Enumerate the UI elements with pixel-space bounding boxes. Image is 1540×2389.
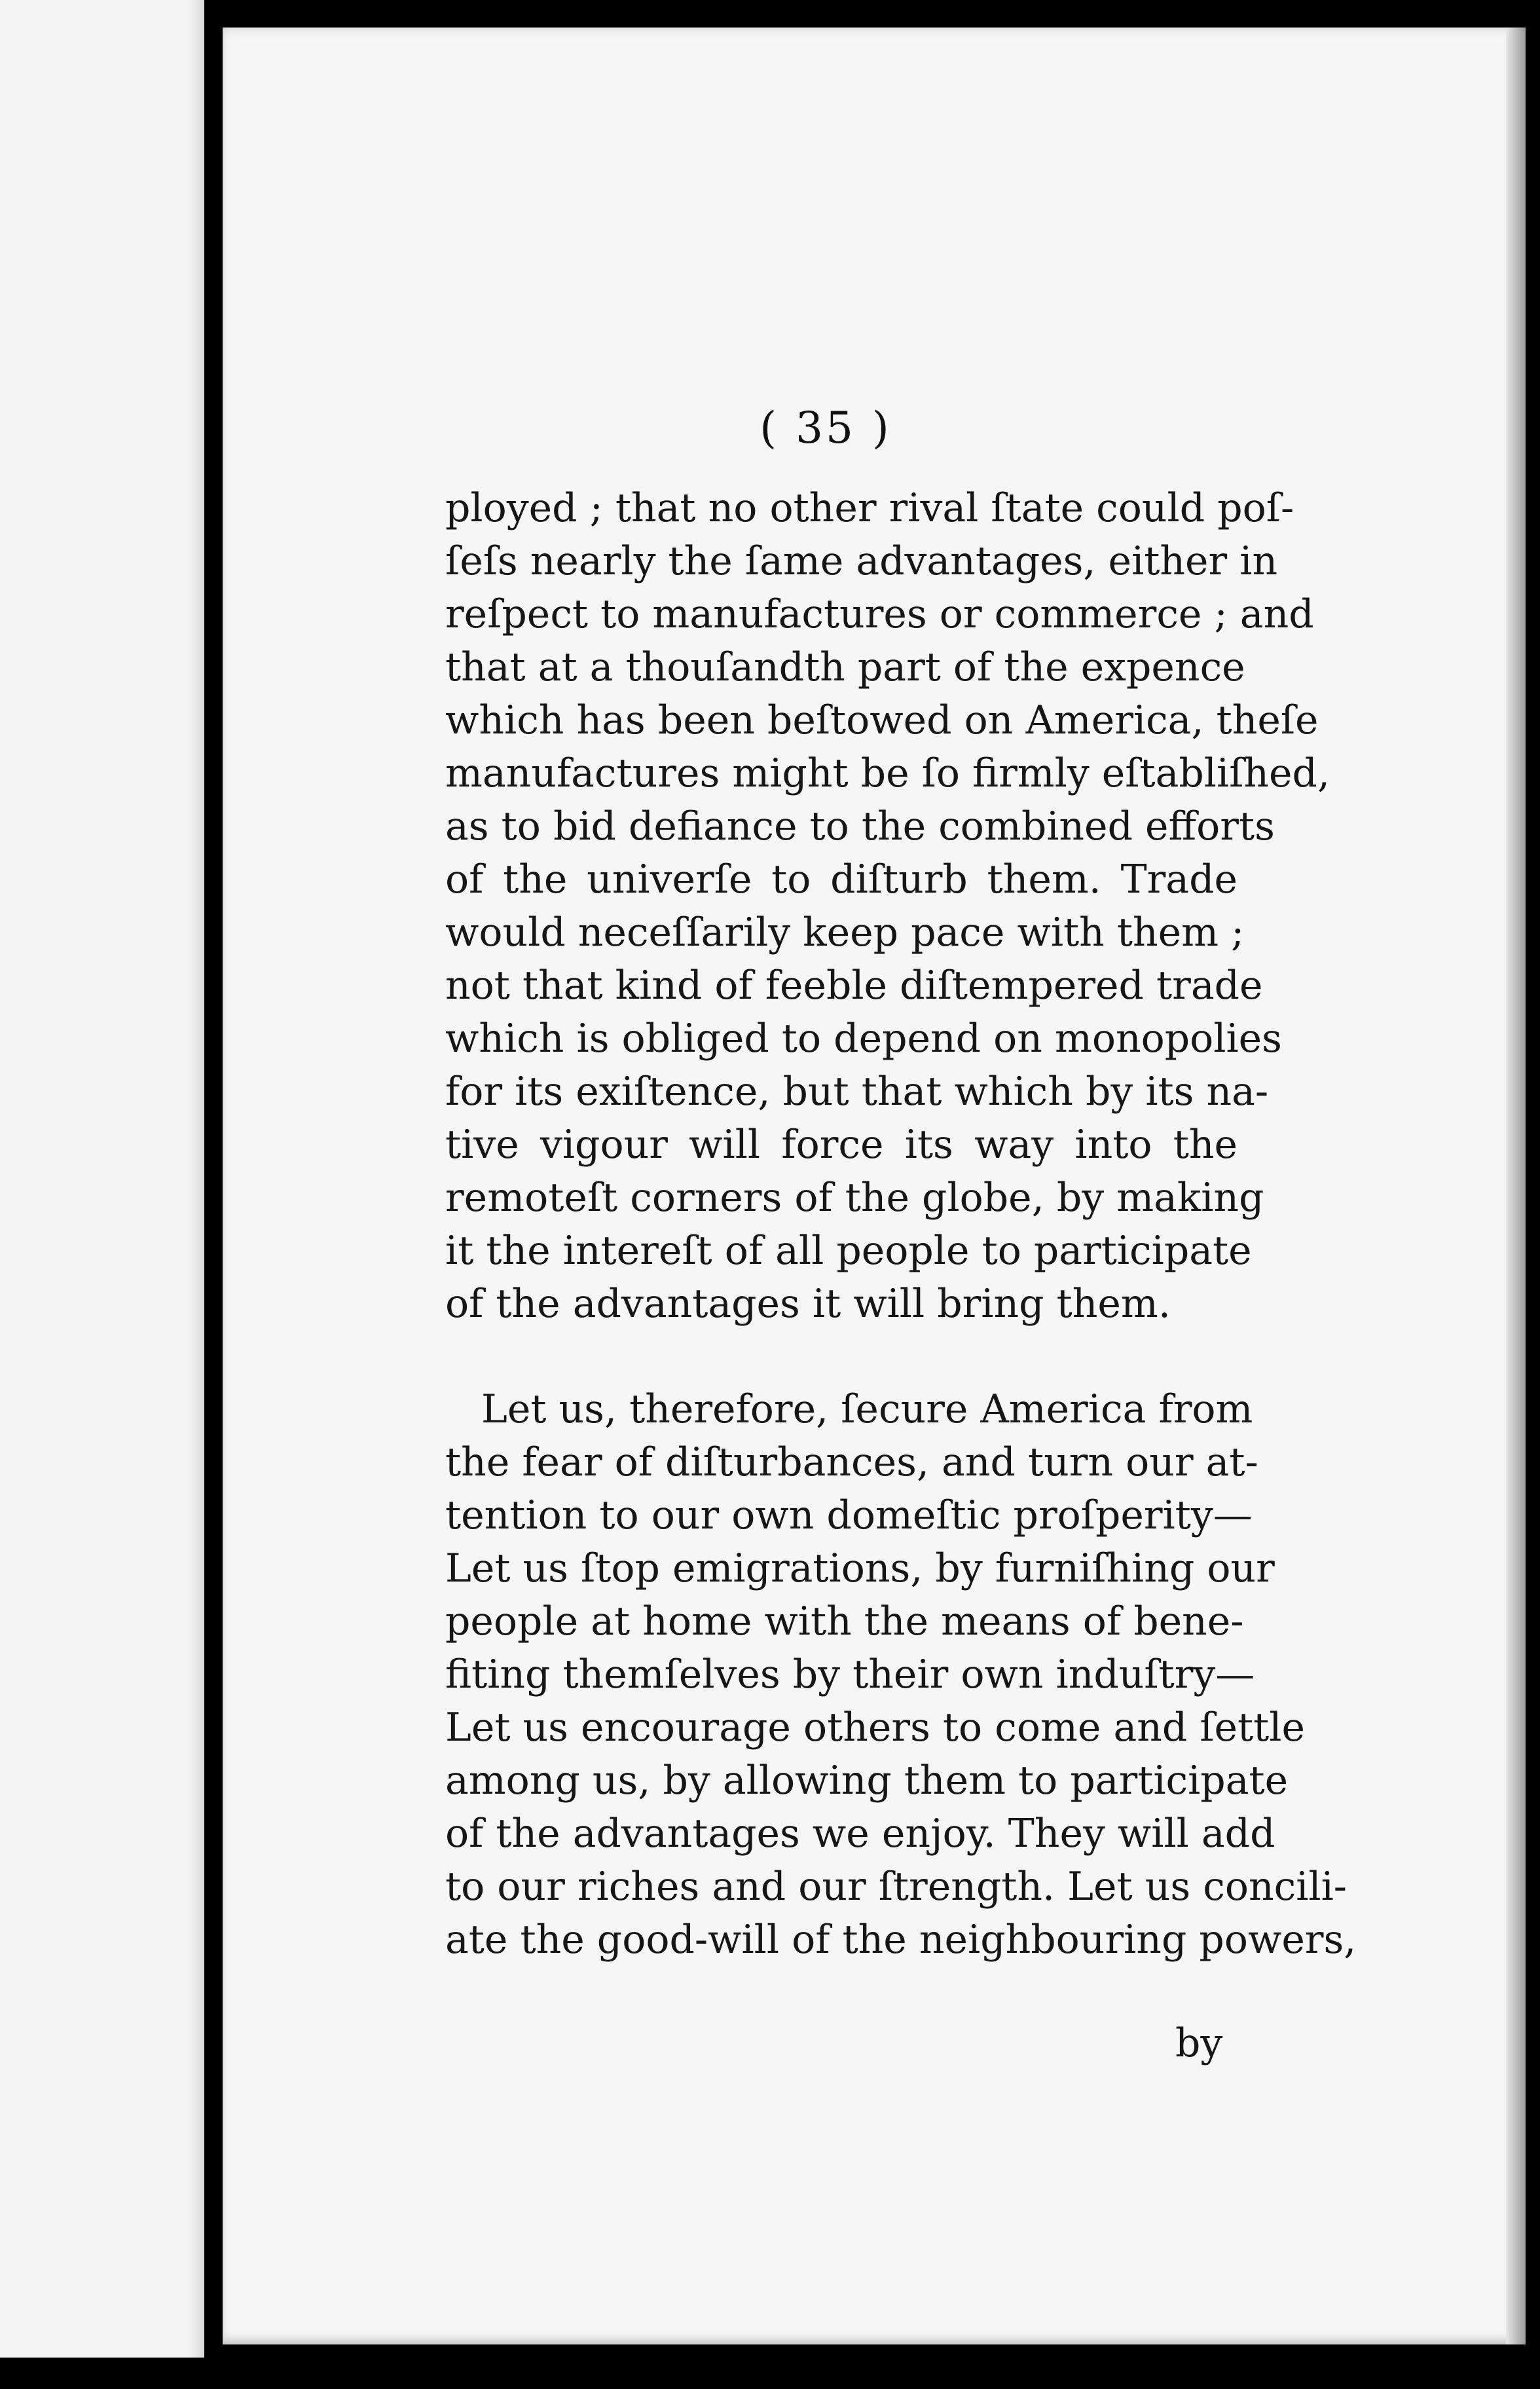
text-line: which is obliged to depend on monopolies — [445, 1016, 1282, 1062]
text-line: ployed ; that no other rival ſtate could poſ- — [445, 485, 1294, 531]
left-facing-page — [0, 0, 204, 2358]
catchword: by — [1175, 2020, 1223, 2066]
text-line: reſpect to manufactures or commerce ; and — [445, 591, 1314, 637]
text-line: the fear of diſturbances, and turn our at- — [445, 1439, 1258, 1485]
text-line: that at a thouſandth part of the expence — [445, 644, 1245, 690]
text-line: tention to our own domeſtic proſperity— — [445, 1492, 1253, 1538]
text-line: remoteſt corners of the globe, by making — [445, 1175, 1264, 1221]
text-line: to our riches and our ſtrength. Let us concili- — [445, 1864, 1348, 1910]
text-line: ſeſs nearly the ſame advantages, either in — [445, 538, 1278, 584]
page-number-row — [0, 403, 1540, 453]
text-line: not that kind of feeble diſtempered trade — [445, 963, 1263, 1009]
text-line: manufactures might be ſo firmly eſtabliſhed, — [445, 750, 1330, 796]
text-line: of the advantages we enjoy. They will add — [445, 1811, 1275, 1857]
text-line: Let us encourage others to come and ſettle — [445, 1705, 1305, 1750]
text-line: which has been beſtowed on America, theſe — [445, 697, 1319, 743]
text-line: for its exiſtence, but that which by its na- — [445, 1069, 1269, 1115]
text-line: of the advantages it will bring them. — [445, 1281, 1171, 1327]
text-line: Let us, therefore, ſecure America from — [481, 1386, 1253, 1432]
text-line: among us, by allowing them to participate — [445, 1758, 1289, 1804]
text-line: it the intereſt of all people to participate — [445, 1228, 1252, 1274]
page-number: ( 35 ) — [760, 403, 892, 453]
page-edge-shadow — [1506, 28, 1526, 2344]
text-line: would neceſſarily keep pace with them ; — [445, 910, 1245, 955]
text-line: as to bid defiance to the combined efforts — [445, 804, 1275, 849]
text-line: ate the good-will of the neighbouring powers, — [445, 1917, 1357, 1963]
text-line: people at home with the means of bene- — [445, 1599, 1244, 1644]
page-fold-shadow — [190, 0, 204, 2358]
text-line: of the univerſe to diſturb them. Trade — [445, 857, 1238, 902]
text-line: Let us ſtop emigrations, by furniſhing our — [445, 1546, 1275, 1591]
text-line: fiting themſelves by their own induſtry— — [445, 1652, 1255, 1697]
text-line: tive vigour will force its way into the — [445, 1122, 1238, 1168]
